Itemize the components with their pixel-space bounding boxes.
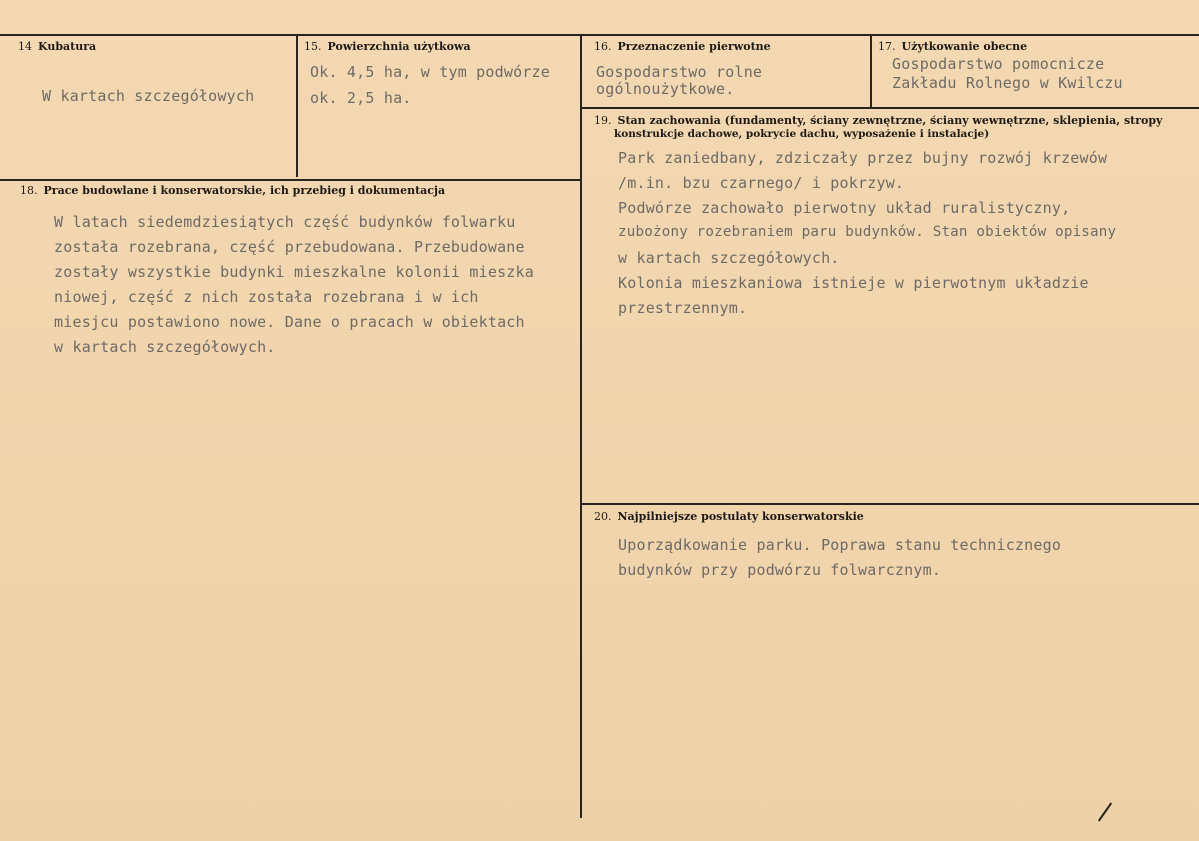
divider-16-17 [870,35,872,107]
value-kubatura: W kartach szczegółowych [42,87,255,105]
rule-above-20 [582,503,1199,505]
value-prace-line-1: W latach siedemdziesiątych część budynków folwarku [54,213,516,231]
value-stan-line-7: przestrzennym. [618,299,748,317]
label-16: 16. Przeznaczenie pierwotne [594,40,771,53]
value-stan-line-4: zubożony rozebraniem paru budynków. Stan obiektów opisany [618,224,1117,240]
value-prace-line-4: niowej, część z nich została rozebrana i w ich [54,288,479,306]
value-uzytkowanie-line-2: Zakładu Rolnego w Kwilczu [892,74,1123,92]
value-stan-line-5: w kartach szczegółowych. [618,249,840,267]
value-przeznaczenie-line-2: ogólnoużytkowe. [596,80,735,98]
top-rule [0,34,1199,36]
label-18: 18. Prace budowlane i konserwatorskie, ich przebieg i dokumentacja [20,184,446,197]
label-17: 17. Użytkowanie obecne [878,40,1028,53]
label-19: 19. Stan zachowania (fundamenty, ściany zewnętrzne, ściany wewnętrzne, sklepienia, stropy [594,114,1163,127]
value-prace-line-3: zostały wszystkie budynki mieszkalne kolonii mieszka [54,263,534,281]
value-postulaty-line-1: Uporządkowanie parku. Poprawa stanu technicznego [618,536,1062,554]
value-prace-line-2: została rozebrana, część przebudowana. Przebudowane [54,238,525,256]
value-powierzchnia-line-1: Ok. 4,5 ha, w tym podwórze [310,63,550,81]
value-stan-line-1: Park zaniedbany, zdziczały przez bujny rozwój krzewów [618,149,1108,167]
label-15: 15. Powierzchnia użytkowa [304,40,471,53]
divider-main [580,35,582,818]
value-przeznaczenie-line-1: Gospodarstwo rolne [596,63,763,81]
value-stan-line-6: Kolonia mieszkaniowa istnieje w pierwotnym układzie [618,274,1089,292]
value-prace-line-5: miesjcu postawiono nowe. Dane o pracach w obiektach [54,313,525,331]
label-20: 20. Najpilniejsze postulaty konserwatorskie [594,510,864,523]
value-postulaty-line-2: budynków przy podwórzu folwarcznym. [618,561,942,579]
value-stan-line-3: Podwórze zachowało pierwotny układ ruralistyczny, [618,199,1071,217]
value-stan-line-2: /m.in. bzu czarnego/ i pokrzyw. [618,174,905,192]
value-powierzchnia-line-2: ok. 2,5 ha. [310,89,412,107]
label-14: 14 Kubatura [18,40,97,53]
divider-14-15 [296,35,298,177]
value-uzytkowanie-line-1: Gospodarstwo pomocnicze [892,55,1105,73]
pen-mark [1098,802,1112,821]
label-19-subtitle: konstrukcje dachowe, pokrycie dachu, wyposażenie i instalacje) [614,128,990,140]
value-prace-line-6: w kartach szczegółowych. [54,338,276,356]
rule-above-18 [0,179,582,181]
rule-above-19 [582,107,1199,109]
